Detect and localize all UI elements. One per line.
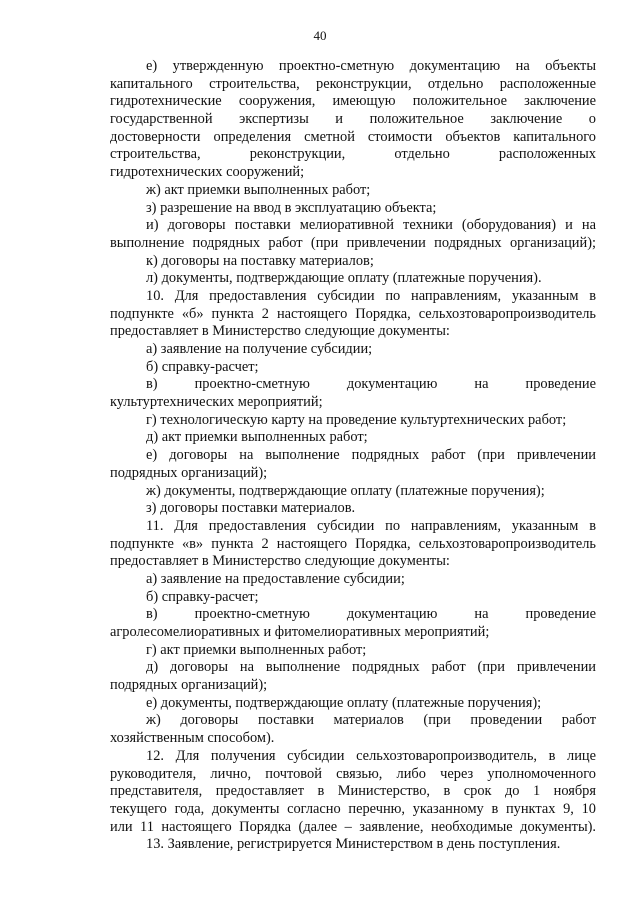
text-line: г) акт приемки выполненных работ; <box>146 641 367 658</box>
text-line: или 11 настоящего Порядка (далее – заявление, необходимые документы). <box>110 818 596 835</box>
text-line: б) справку-расчет; <box>146 358 259 375</box>
text-line: и) договоры поставки мелиоративной техники (оборудования) и на <box>146 217 596 234</box>
text-line: хозяйственным способом). <box>110 730 275 747</box>
text-line: 11. Для предоставления субсидии по направлениям, указанным в <box>146 517 596 534</box>
text-line: строительства, реконструкции, отдельно расположенных <box>110 146 596 163</box>
text-line: г) технологическую карту на проведение культуртехнических работ; <box>146 411 567 428</box>
text-line: л) документы, подтверждающие оплату (платежные поручения). <box>146 270 542 287</box>
page-number: 40 <box>313 28 327 43</box>
text-line: д) договоры на выполнение подрядных работ (при привлечении <box>146 659 596 676</box>
text-line: е) утвержденную проектно-сметную документацию на объекты <box>146 58 596 74</box>
text-line: е) документы, подтверждающие оплату (платежные поручения); <box>146 694 542 711</box>
text-line: в) проектно-сметную документацию на проведение <box>146 606 596 623</box>
text-line: капитального строительства, реконструкции, отдельно расположенные <box>110 75 596 92</box>
text-line: д) акт приемки выполненных работ; <box>146 429 368 446</box>
text-line: з) договоры поставки материалов. <box>146 500 356 517</box>
text-line: ж) документы, подтверждающие оплату (платежные поручения); <box>146 482 545 499</box>
text-line: з) разрешение на ввод в эксплуатацию объекта; <box>146 199 437 216</box>
text-line: 13. Заявление, регистрируется Министерством в день поступления. <box>146 836 561 853</box>
text-line: гидротехнических сооружений; <box>110 164 305 181</box>
text-line: руководителя, лично, почтовой связью, либо через уполномоченного <box>110 765 596 782</box>
text-line: ж) акт приемки выполненных работ; <box>146 181 371 198</box>
text-line: е) договоры на выполнение подрядных работ (при привлечении <box>146 447 596 464</box>
text-line: а) заявление на предоставление субсидии; <box>146 570 405 587</box>
text-line: достоверности определения сметной стоимости объектов капитального <box>110 128 596 145</box>
text-line: б) справку-расчет; <box>146 588 259 605</box>
text-line: подрядных организаций); <box>110 464 268 481</box>
text-line: к) договоры на поставку материалов; <box>146 252 374 269</box>
document-body <box>110 58 596 854</box>
text-line: подрядных организаций); <box>110 677 268 694</box>
text-line: культуртехнических мероприятий; <box>110 394 323 411</box>
text-line: текущего года, документы согласно перечню, указанному в пунктах 9, 10 <box>110 800 596 817</box>
text-line: предоставляет в Министерство следующие документы: <box>110 553 450 570</box>
text-line: представителя, предоставляет в Министерство, в срок до 1 ноября <box>110 783 596 800</box>
text-line: государственной экспертизы и положительное заключение о <box>110 111 596 128</box>
text-line: предоставляет в Министерство следующие документы: <box>110 323 450 340</box>
text-line: ж) договоры поставки материалов (при проведении работ <box>146 712 596 729</box>
text-line: 10. Для предоставления субсидии по направлениям, указанным в <box>146 287 596 304</box>
text-line: подпункте «б» пункта 2 настоящего Порядка, сельхозтоваропроизводитель <box>110 305 596 322</box>
text-line: подпункте «в» пункта 2 настоящего Порядка, сельхозтоваропроизводитель <box>110 535 596 552</box>
text-line: агролесомелиоративных и фитомелиоративных мероприятий; <box>110 624 490 640</box>
text-line: выполнение подрядных работ (при привлечении подрядных организаций); <box>110 234 596 251</box>
text-line: а) заявление на получение субсидии; <box>146 341 373 357</box>
text-line: в) проектно-сметную документацию на проведение <box>146 376 596 393</box>
text-line: 12. Для получения субсидии сельхозтоваропроизводитель, в лице <box>146 747 596 764</box>
text-line: гидротехнические сооружения, имеющую положительное заключение <box>110 93 596 110</box>
